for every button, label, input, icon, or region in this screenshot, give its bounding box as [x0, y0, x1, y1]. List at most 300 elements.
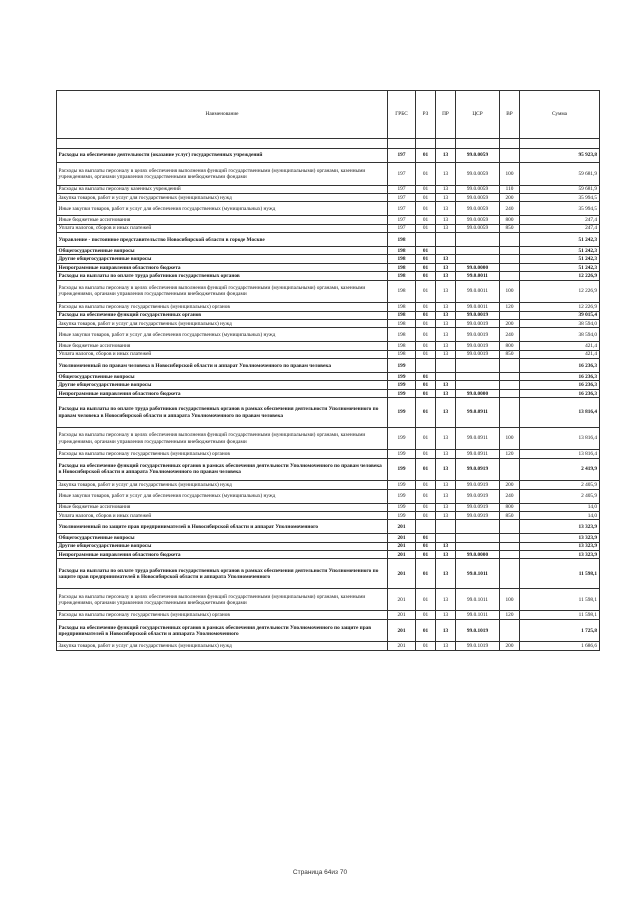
- table-cell-vr: [500, 520, 520, 534]
- table-cell-sum: 2 405,9: [520, 481, 600, 489]
- table-cell-name: Иные бюджетные ассигнования: [57, 503, 388, 511]
- table-cell-name: Иные бюджетные ассигнования: [57, 342, 388, 350]
- table-cell-csr: 99.0.0011: [456, 280, 500, 303]
- table-cell-grbs: 198: [388, 319, 416, 327]
- table-cell-name: Непрограммные направления областного бюджета: [57, 551, 388, 559]
- table-cell-name: Расходы на выплаты по оплате труда работников государственных органов в рамках обеспечения деятельности Уполномоченного по защите прав предпринимателей в Новосибирской области и аппарата Уполномоченного: [57, 559, 388, 589]
- table-cell-sum: 421,4: [520, 342, 600, 350]
- table-cell-rz: 01: [416, 642, 436, 650]
- table-cell-sum: 1 725,8: [520, 619, 600, 642]
- table-cell-name: Управление - постоянное представительство Новосибирской области в городе Москве: [57, 233, 388, 247]
- table-cell-csr: 99.0.0059: [456, 202, 500, 216]
- table-cell-rz: 01: [416, 373, 436, 381]
- table-cell-name: Расходы на выплаты персоналу в целях обеспечения выполнения функций государственными (муниципальными) органами, казенными учреждениями, органами управления государственными внебюджетными фондами: [57, 588, 388, 611]
- table-cell-grbs: 199: [388, 511, 416, 519]
- table-cell-sum: 13 323,9: [520, 551, 600, 559]
- table-cell-pr: 13: [436, 458, 456, 481]
- table-cell-pr: 13: [436, 559, 456, 589]
- table-cell-pr: 13: [436, 263, 456, 271]
- table-cell-grbs: 198: [388, 342, 416, 350]
- table-cell-name: Расходы на выплаты персоналу казенных учреждений: [57, 185, 388, 193]
- table-cell-csr: 99.0.0919: [456, 511, 500, 519]
- table-cell-csr: 99.0.0019: [456, 342, 500, 350]
- table-cell-sum: 11 598,1: [520, 611, 600, 619]
- table-cell-pr: 13: [436, 503, 456, 511]
- table-cell-rz: 01: [416, 311, 436, 319]
- table-cell-pr: 13: [436, 619, 456, 642]
- table-cell-csr: 99.0.0019: [456, 319, 500, 327]
- table-cell-name: Расходы на выплаты по оплате труда работников государственных органов в рамках обеспечения деятельности Уполномоченного по правам человека в Новосибирской области и аппарата Уполномоченного по правам человека: [57, 398, 388, 428]
- table-cell-vr: 240: [500, 328, 520, 342]
- table-cell-rz: 01: [416, 611, 436, 619]
- table-cell-name: Расходы на обеспечение функций государственных органов: [57, 311, 388, 319]
- table-cell-rz: 01: [416, 216, 436, 224]
- table-cell-vr: [500, 619, 520, 642]
- table-row: [57, 263, 600, 271]
- table-cell-csr: 99.0.0911: [456, 450, 500, 458]
- table-cell-name: Другие общегосударственные вопросы: [57, 542, 388, 550]
- table-row: [57, 559, 600, 589]
- table-cell-vr: [500, 551, 520, 559]
- table-cell-csr: 99.0.0059: [456, 149, 500, 163]
- table-cell-rz: 01: [416, 450, 436, 458]
- table-cell-pr: 13: [436, 255, 456, 263]
- table-cell-csr: 99.0.0019: [456, 311, 500, 319]
- table-cell-vr: 850: [500, 350, 520, 358]
- table-cell-vr: [500, 398, 520, 428]
- table-row: [57, 481, 600, 489]
- table-row: [57, 588, 600, 611]
- table-cell-pr: 13: [436, 542, 456, 550]
- header-grbs: ГРБС: [388, 91, 416, 139]
- table-cell-csr: 99.0.0919: [456, 458, 500, 481]
- table-cell-sum: 16 236,3: [520, 389, 600, 397]
- table-spacer-cell: [57, 139, 388, 149]
- table-cell-pr: 13: [436, 350, 456, 358]
- table-cell-vr: [500, 272, 520, 280]
- table-spacer-cell: [520, 139, 600, 149]
- table-cell-name: Непрограммные направления областного бюджета: [57, 263, 388, 271]
- table-cell-pr: 13: [436, 311, 456, 319]
- table-cell-name: Общегосударственные вопросы: [57, 534, 388, 542]
- table-cell-grbs: 197: [388, 202, 416, 216]
- table-cell-pr: 13: [436, 450, 456, 458]
- table-cell-rz: 01: [416, 427, 436, 450]
- table-cell-csr: 99.0.1019: [456, 642, 500, 650]
- table-cell-grbs: 197: [388, 163, 416, 186]
- table-cell-name: Уплата налогов, сборов и иных платежей: [57, 350, 388, 358]
- table-cell-name: Другие общегосударственные вопросы: [57, 381, 388, 389]
- table-cell-pr: 13: [436, 328, 456, 342]
- table-cell-sum: 247,4: [520, 216, 600, 224]
- table-cell-sum: 13 323,9: [520, 520, 600, 534]
- table-cell-pr: [436, 359, 456, 373]
- table-row: [57, 247, 600, 255]
- table-cell-vr: [500, 458, 520, 481]
- table-cell-sum: 51 242,3: [520, 233, 600, 247]
- table-cell-rz: 01: [416, 163, 436, 186]
- table-cell-name: Расходы на обеспечение функций государственных органов в рамках обеспечения деятельности Уполномоченного по правам человека в Новосибирской области и аппарата Уполномоченного по правам человека: [57, 458, 388, 481]
- table-cell-name: Уполномоченный по правам человека в Новосибирской области и аппарат Уполномоченного по правам человека: [57, 359, 388, 373]
- table-cell-grbs: 197: [388, 185, 416, 193]
- table-cell-grbs: 198: [388, 255, 416, 263]
- table-row: [57, 255, 600, 263]
- table-cell-rz: 01: [416, 398, 436, 428]
- table-cell-csr: [456, 247, 500, 255]
- table-cell-vr: [500, 534, 520, 542]
- table-cell-csr: [456, 359, 500, 373]
- table-spacer-cell: [436, 139, 456, 149]
- table-cell-grbs: 201: [388, 542, 416, 550]
- table-cell-pr: 13: [436, 551, 456, 559]
- table-cell-name: Иные закупки товаров, работ и услуг для обеспечения государственных (муниципальных) нужд: [57, 489, 388, 503]
- table-cell-vr: [500, 149, 520, 163]
- table-cell-vr: 100: [500, 588, 520, 611]
- table-cell-sum: 13 816,4: [520, 450, 600, 458]
- table-cell-name: Иные закупки товаров, работ и услуг для обеспечения государственных (муниципальных) нужд: [57, 202, 388, 216]
- table-cell-pr: 13: [436, 193, 456, 201]
- table-row: [57, 193, 600, 201]
- table-cell-sum: 2 405,9: [520, 489, 600, 503]
- table-cell-rz: 01: [416, 489, 436, 503]
- table-cell-sum: 12 226,9: [520, 303, 600, 311]
- table-row: [57, 450, 600, 458]
- table-cell-rz: 01: [416, 350, 436, 358]
- table-cell-vr: [500, 559, 520, 589]
- table-cell-vr: [500, 381, 520, 389]
- table-row: [57, 272, 600, 280]
- table-cell-vr: 120: [500, 303, 520, 311]
- table-cell-pr: 13: [436, 272, 456, 280]
- table-cell-csr: 99.0.0059: [456, 224, 500, 232]
- table-cell-pr: 13: [436, 511, 456, 519]
- table-cell-csr: [456, 542, 500, 550]
- table-cell-rz: 01: [416, 381, 436, 389]
- table-cell-pr: 13: [436, 163, 456, 186]
- table-spacer-cell: [500, 139, 520, 149]
- table-cell-vr: 110: [500, 185, 520, 193]
- table-cell-name: Уплата налогов, сборов и иных платежей: [57, 511, 388, 519]
- table-cell-name: Закупка товаров, работ и услуг для государственных (муниципальных) нужд: [57, 642, 388, 650]
- table-cell-grbs: 199: [388, 389, 416, 397]
- table-row: [57, 359, 600, 373]
- header-vr: ВР: [500, 91, 520, 139]
- header-sum: Сумма: [520, 91, 600, 139]
- table-cell-sum: 2 419,9: [520, 458, 600, 481]
- table-cell-name: Общегосударственные вопросы: [57, 247, 388, 255]
- table-cell-name: Расходы на выплаты персоналу государственных (муниципальных) органов: [57, 611, 388, 619]
- table-cell-pr: 13: [436, 342, 456, 350]
- table-cell-name: Расходы на выплаты персоналу государственных (муниципальных) органов: [57, 450, 388, 458]
- table-cell-rz: 01: [416, 272, 436, 280]
- table-cell-vr: [500, 233, 520, 247]
- table-cell-csr: [456, 381, 500, 389]
- table-cell-csr: 99.0.0919: [456, 489, 500, 503]
- table-cell-rz: 01: [416, 193, 436, 201]
- table-cell-grbs: 199: [388, 481, 416, 489]
- table-cell-vr: 850: [500, 511, 520, 519]
- table-cell-csr: 99.0.0059: [456, 163, 500, 186]
- table-cell-vr: [500, 263, 520, 271]
- header-name: Наименование: [57, 91, 388, 139]
- table-cell-rz: 01: [416, 255, 436, 263]
- table-cell-pr: 13: [436, 224, 456, 232]
- table-cell-sum: 35 994,5: [520, 202, 600, 216]
- table-cell-name: Расходы на выплаты персоналу государственных (муниципальных) органов: [57, 303, 388, 311]
- table-cell-grbs: 198: [388, 233, 416, 247]
- table-body: [57, 139, 600, 651]
- table-cell-vr: 100: [500, 280, 520, 303]
- table-cell-sum: 13 323,9: [520, 542, 600, 550]
- table-cell-sum: 11 598,1: [520, 559, 600, 589]
- table-row: [57, 373, 600, 381]
- header-rz: РЗ: [416, 91, 436, 139]
- table-cell-rz: 01: [416, 185, 436, 193]
- table-cell-pr: 13: [436, 149, 456, 163]
- table-row: [57, 350, 600, 358]
- table-cell-grbs: 199: [388, 373, 416, 381]
- table-cell-grbs: 199: [388, 427, 416, 450]
- table-row: [57, 342, 600, 350]
- table-cell-sum: 59 681,9: [520, 163, 600, 186]
- table-cell-sum: 247,4: [520, 224, 600, 232]
- table-row: [57, 185, 600, 193]
- table-cell-vr: [500, 255, 520, 263]
- table-cell-grbs: 198: [388, 263, 416, 271]
- table-cell-grbs: 201: [388, 559, 416, 589]
- table-cell-rz: 01: [416, 588, 436, 611]
- table-cell-rz: 01: [416, 319, 436, 327]
- table-cell-rz: 01: [416, 503, 436, 511]
- table-cell-pr: 13: [436, 381, 456, 389]
- table-cell-pr: 13: [436, 611, 456, 619]
- table-cell-csr: 99.0.0059: [456, 216, 500, 224]
- table-row: [57, 216, 600, 224]
- table-cell-sum: 16 236,3: [520, 359, 600, 373]
- table-cell-sum: 11 598,1: [520, 588, 600, 611]
- table-cell-grbs: 198: [388, 350, 416, 358]
- table-row: [57, 319, 600, 327]
- table-cell-pr: 13: [436, 319, 456, 327]
- table-cell-rz: 01: [416, 551, 436, 559]
- table-spacer-cell: [388, 139, 416, 149]
- table-cell-csr: 99.0.0011: [456, 272, 500, 280]
- table-cell-vr: 240: [500, 489, 520, 503]
- table-cell-rz: 01: [416, 263, 436, 271]
- table-cell-name: Расходы на выплаты по оплате труда работников государственных органов: [57, 272, 388, 280]
- table-cell-sum: 95 923,8: [520, 149, 600, 163]
- table-cell-csr: 99.0.0919: [456, 503, 500, 511]
- table-cell-rz: 01: [416, 481, 436, 489]
- table-cell-name: Закупка товаров, работ и услуг для государственных (муниципальных) нужд: [57, 193, 388, 201]
- table-row: [57, 224, 600, 232]
- table-row: [57, 328, 600, 342]
- table-cell-sum: 14,0: [520, 503, 600, 511]
- table-cell-vr: 120: [500, 450, 520, 458]
- table-header-row: [57, 91, 600, 139]
- table-cell-csr: 99.0.0000: [456, 263, 500, 271]
- table-cell-pr: 13: [436, 427, 456, 450]
- table-cell-sum: 16 236,3: [520, 381, 600, 389]
- table-cell-vr: 100: [500, 427, 520, 450]
- table-cell-sum: 12 226,9: [520, 280, 600, 303]
- table-cell-csr: 99.0.0000: [456, 389, 500, 397]
- table-cell-sum: 13 816,4: [520, 427, 600, 450]
- table-cell-grbs: 198: [388, 328, 416, 342]
- table-cell-csr: 99.0.0919: [456, 481, 500, 489]
- table-cell-name: Расходы на обеспечение деятельности (оказание услуг) государственных учреждений: [57, 149, 388, 163]
- table-cell-vr: [500, 311, 520, 319]
- table-cell-vr: 200: [500, 481, 520, 489]
- table-cell-grbs: 199: [388, 381, 416, 389]
- table-cell-vr: 200: [500, 193, 520, 201]
- table-cell-name: Закупка товаров, работ и услуг для государственных (муниципальных) нужд: [57, 481, 388, 489]
- table-cell-rz: 01: [416, 303, 436, 311]
- table-cell-rz: 01: [416, 202, 436, 216]
- table-cell-csr: 99.0.0019: [456, 350, 500, 358]
- table-cell-vr: 120: [500, 611, 520, 619]
- header-pr: ПР: [436, 91, 456, 139]
- table-cell-pr: 13: [436, 588, 456, 611]
- table-row: [57, 503, 600, 511]
- table-cell-pr: 13: [436, 642, 456, 650]
- table-cell-rz: [416, 359, 436, 373]
- table-cell-vr: [500, 542, 520, 550]
- table-cell-name: Уплата налогов, сборов и иных платежей: [57, 224, 388, 232]
- table-cell-pr: [436, 233, 456, 247]
- table-cell-csr: [456, 520, 500, 534]
- table-cell-rz: 01: [416, 328, 436, 342]
- table-cell-sum: 14,0: [520, 511, 600, 519]
- table-cell-grbs: 201: [388, 619, 416, 642]
- table-spacer-cell: [456, 139, 500, 149]
- table-cell-csr: [456, 534, 500, 542]
- table-cell-sum: 35 994,5: [520, 193, 600, 201]
- table-cell-rz: 01: [416, 149, 436, 163]
- table-cell-sum: 59 681,9: [520, 185, 600, 193]
- table-cell-vr: [500, 389, 520, 397]
- table-row: [57, 642, 600, 650]
- table-cell-grbs: 199: [388, 359, 416, 373]
- table-cell-rz: [416, 520, 436, 534]
- table-row: [57, 303, 600, 311]
- table-cell-grbs: 198: [388, 272, 416, 280]
- table-cell-csr: [456, 233, 500, 247]
- table-cell-csr: [456, 373, 500, 381]
- table-cell-grbs: 198: [388, 303, 416, 311]
- table-cell-csr: 99.0.0911: [456, 427, 500, 450]
- table-cell-sum: 13 323,9: [520, 534, 600, 542]
- table-cell-csr: 99.0.1019: [456, 619, 500, 642]
- table-cell-vr: 240: [500, 202, 520, 216]
- table-cell-csr: 99.0.0011: [456, 303, 500, 311]
- table-cell-name: Расходы на выплаты персоналу в целях обеспечения выполнения функций государственными (муниципальными) органами, казенными учреждениями, органами управления государственными внебюджетными фондами: [57, 427, 388, 450]
- table-cell-rz: 01: [416, 458, 436, 481]
- table-cell-vr: 200: [500, 319, 520, 327]
- table-cell-rz: 01: [416, 534, 436, 542]
- table-row: [57, 619, 600, 642]
- table-row: [57, 542, 600, 550]
- table-cell-grbs: 199: [388, 503, 416, 511]
- page-number: Страница 64из 70: [292, 869, 348, 876]
- budget-table: [56, 90, 600, 651]
- table-cell-sum: 1 686,6: [520, 642, 600, 650]
- table-cell-name: Расходы на выплаты персоналу в целях обеспечения выполнения функций государственными (муниципальными) органами, казенными учреждениями, органами управления государственными внебюджетными фондами: [57, 163, 388, 186]
- table-cell-pr: 13: [436, 398, 456, 428]
- table-cell-rz: 01: [416, 511, 436, 519]
- table-cell-sum: 13 816,4: [520, 398, 600, 428]
- table-spacer-row: [57, 139, 600, 149]
- table-cell-pr: 13: [436, 185, 456, 193]
- table-row: [57, 280, 600, 303]
- table-cell-sum: 16 236,3: [520, 373, 600, 381]
- table-cell-grbs: 197: [388, 193, 416, 201]
- table-cell-csr: 99.0.0019: [456, 328, 500, 342]
- table-cell-csr: 99.0.1011: [456, 588, 500, 611]
- table-cell-vr: 800: [500, 503, 520, 511]
- table-cell-rz: 01: [416, 224, 436, 232]
- table-row: [57, 398, 600, 428]
- table-cell-pr: 13: [436, 489, 456, 503]
- table-cell-csr: 99.0.0059: [456, 193, 500, 201]
- table-cell-grbs: 201: [388, 611, 416, 619]
- table-cell-grbs: 198: [388, 280, 416, 303]
- table-cell-rz: 01: [416, 280, 436, 303]
- table-cell-rz: 01: [416, 559, 436, 589]
- table-cell-vr: 200: [500, 642, 520, 650]
- table-row: [57, 511, 600, 519]
- table-cell-pr: [436, 247, 456, 255]
- table-row: [57, 489, 600, 503]
- table-cell-name: Иные закупки товаров, работ и услуг для обеспечения государственных (муниципальных) нужд: [57, 328, 388, 342]
- table-spacer-cell: [416, 139, 436, 149]
- table-cell-grbs: 197: [388, 149, 416, 163]
- table-cell-grbs: 201: [388, 588, 416, 611]
- table-cell-csr: 99.0.1011: [456, 559, 500, 589]
- table-cell-grbs: 198: [388, 247, 416, 255]
- table-cell-sum: 421,4: [520, 350, 600, 358]
- table-cell-grbs: 201: [388, 520, 416, 534]
- table-row: [57, 311, 600, 319]
- table-row: [57, 202, 600, 216]
- table-cell-pr: 13: [436, 280, 456, 303]
- table-cell-rz: 01: [416, 389, 436, 397]
- table-cell-grbs: 199: [388, 398, 416, 428]
- table-row: [57, 534, 600, 542]
- table-cell-vr: 800: [500, 342, 520, 350]
- table-cell-grbs: 197: [388, 224, 416, 232]
- table-cell-pr: 13: [436, 303, 456, 311]
- table-cell-vr: [500, 247, 520, 255]
- table-row: [57, 551, 600, 559]
- table-cell-vr: 850: [500, 224, 520, 232]
- table-cell-pr: 13: [436, 481, 456, 489]
- table-cell-pr: 13: [436, 216, 456, 224]
- table-cell-sum: 39 015,4: [520, 311, 600, 319]
- table-cell-pr: [436, 373, 456, 381]
- table-row: [57, 427, 600, 450]
- table-row: [57, 381, 600, 389]
- table-cell-rz: [416, 233, 436, 247]
- table-cell-rz: 01: [416, 619, 436, 642]
- header-csr: ЦСР: [456, 91, 500, 139]
- table-row: [57, 611, 600, 619]
- table-cell-pr: 13: [436, 202, 456, 216]
- table-cell-csr: [456, 255, 500, 263]
- table-cell-vr: 100: [500, 163, 520, 186]
- table-cell-grbs: 201: [388, 551, 416, 559]
- table-row: [57, 233, 600, 247]
